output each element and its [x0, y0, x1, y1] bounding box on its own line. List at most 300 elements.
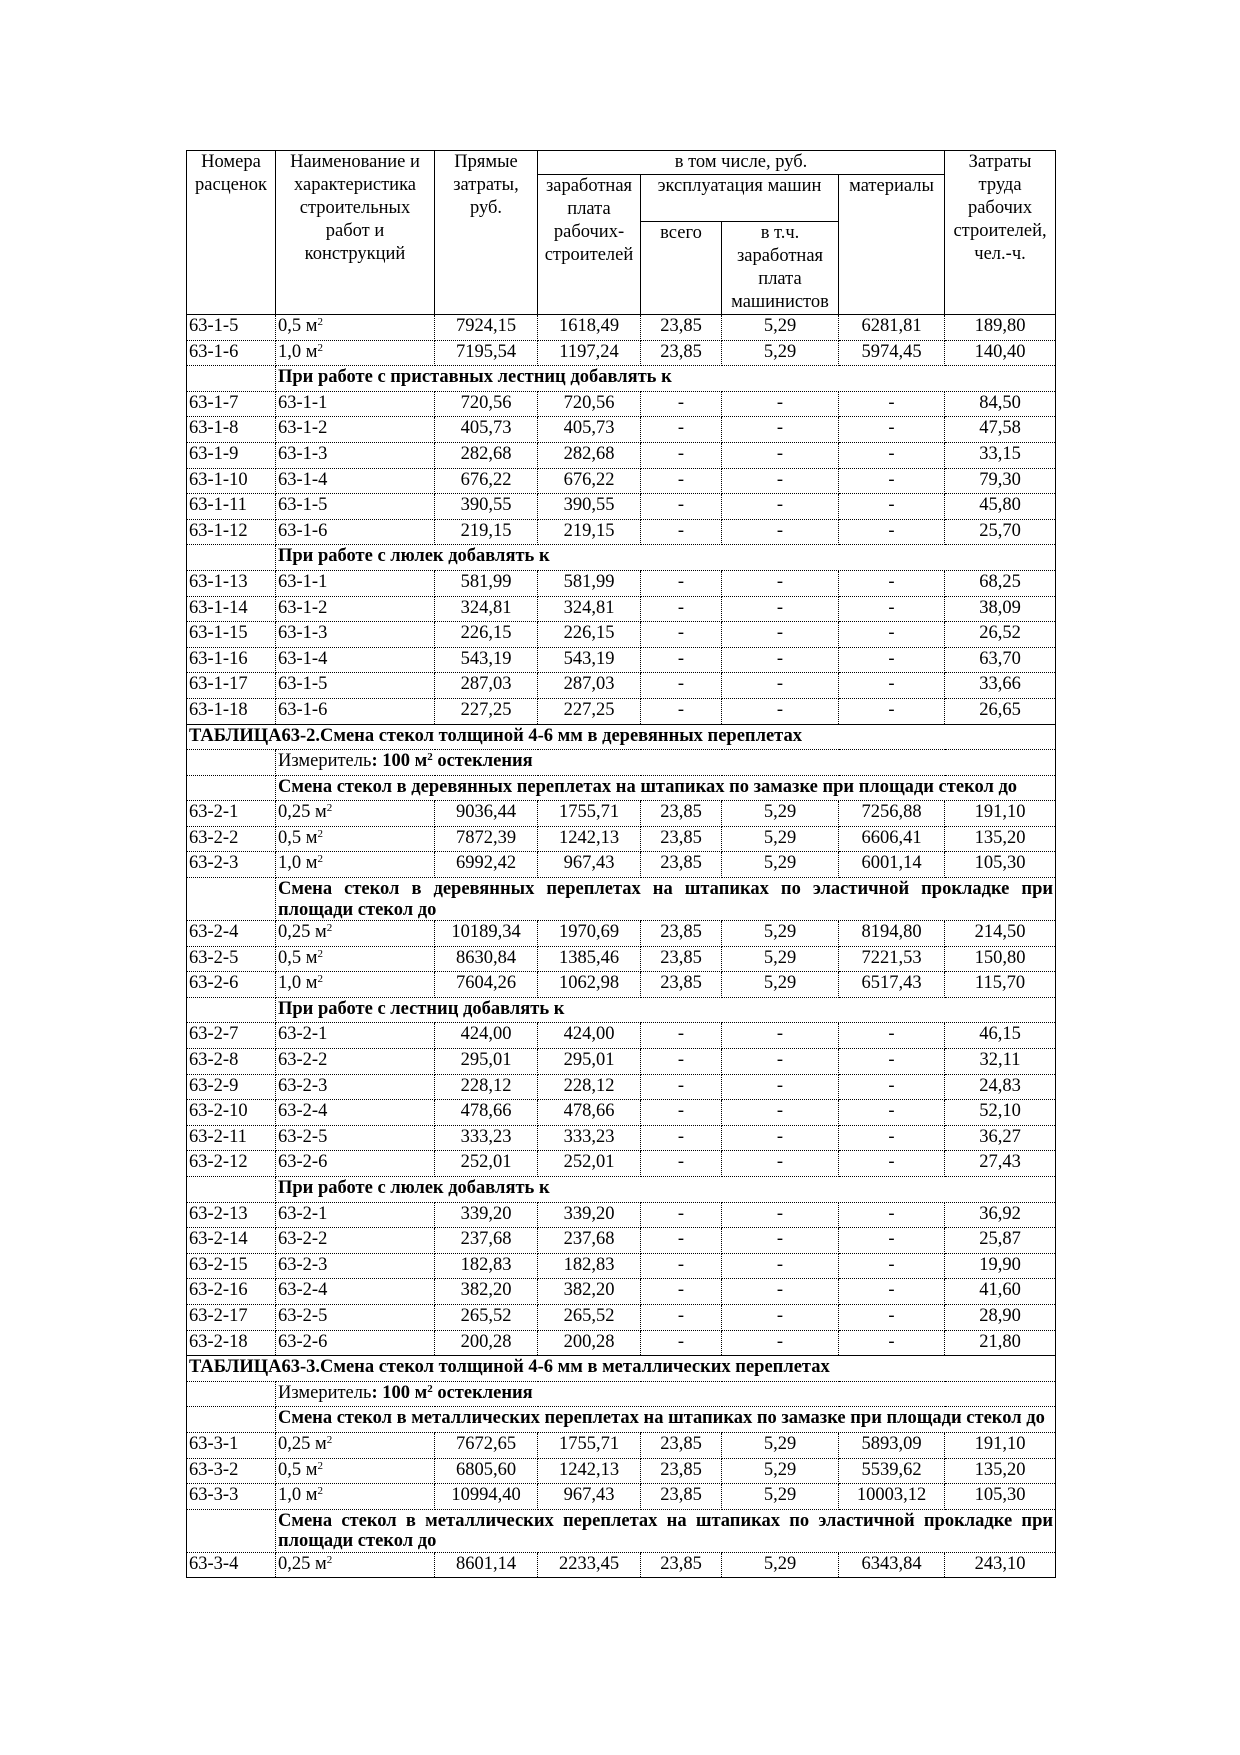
- wages: 200,28: [538, 1330, 641, 1356]
- item-name: 0,5 $м^2$: [276, 946, 435, 972]
- wages: 1618,49: [538, 315, 641, 341]
- wages: 543,19: [538, 647, 641, 673]
- materials: 7256,88: [839, 801, 945, 827]
- header-name: Наименование и характеристика строительных работ и конструкций: [276, 151, 435, 315]
- item-name: 63-1-1: [276, 570, 435, 596]
- table-row: [187, 1484, 1056, 1510]
- table-row: [187, 852, 1056, 878]
- machines-total: -: [641, 1330, 722, 1356]
- table-row: [187, 972, 1056, 998]
- rate-code: 63-2-15: [187, 1253, 276, 1279]
- labor-costs: 46,15: [945, 1023, 1056, 1049]
- item-name: 0,5 $м^2$: [276, 1458, 435, 1484]
- direct-costs: 282,68: [435, 442, 538, 468]
- direct-costs: 228,12: [435, 1074, 538, 1100]
- subsection-row: [187, 775, 1056, 801]
- direct-costs: 8630,84: [435, 946, 538, 972]
- header-labor: Затраты труда рабочих строителей, чел.-ч.: [945, 151, 1056, 315]
- item-name: 63-2-6: [276, 1330, 435, 1356]
- materials: -: [839, 519, 945, 545]
- direct-costs: 219,15: [435, 519, 538, 545]
- rate-code: 63-2-1: [187, 801, 276, 827]
- machines-wages: -: [722, 1279, 839, 1305]
- rate-code: 63-2-12: [187, 1151, 276, 1177]
- measure-label: Измеритель: [278, 751, 372, 772]
- direct-costs: 8601,14: [435, 1552, 538, 1578]
- rate-code: 63-2-17: [187, 1304, 276, 1330]
- machines-total: -: [641, 1279, 722, 1305]
- item-name: 0,25 $м^2$: [276, 921, 435, 947]
- empty-code-cell: [187, 878, 276, 921]
- wages: 581,99: [538, 570, 641, 596]
- rate-code: 63-1-11: [187, 494, 276, 520]
- labor-costs: 63,70: [945, 647, 1056, 673]
- header-materials: материалы: [839, 175, 945, 315]
- machines-total: -: [641, 1074, 722, 1100]
- materials: -: [839, 1049, 945, 1075]
- labor-costs: 68,25: [945, 570, 1056, 596]
- table-row: [187, 1228, 1056, 1254]
- subsection-text: При работе с люлек добавлять к: [276, 1177, 1056, 1203]
- machines-wages: -: [722, 468, 839, 494]
- item-name: 63-1-2: [276, 417, 435, 443]
- table-row: [187, 468, 1056, 494]
- machines-total: 23,85: [641, 972, 722, 998]
- rate-code: 63-2-6: [187, 972, 276, 998]
- machines-wages: -: [722, 442, 839, 468]
- machines-wages: 5,29: [722, 1458, 839, 1484]
- rate-code: 63-3-2: [187, 1458, 276, 1484]
- header-including: в том числе, руб.: [538, 151, 945, 175]
- labor-costs: 140,40: [945, 340, 1056, 366]
- subsection-text: Смена стекол в деревянных переплетах на штапиках по эластичной прокладке при площади стекол до: [276, 878, 1056, 921]
- machines-total: 23,85: [641, 852, 722, 878]
- direct-costs: 7195,54: [435, 340, 538, 366]
- direct-costs: 676,22: [435, 468, 538, 494]
- labor-costs: 36,92: [945, 1202, 1056, 1228]
- machines-total: -: [641, 391, 722, 417]
- machines-wages: -: [722, 1253, 839, 1279]
- item-name: 1,0 $м^2$: [276, 340, 435, 366]
- item-name: 63-2-3: [276, 1253, 435, 1279]
- machines-total: -: [641, 596, 722, 622]
- machines-total: 23,85: [641, 1484, 722, 1510]
- machines-wages: -: [722, 1100, 839, 1126]
- subsection-text: При работе с люлек добавлять к: [276, 545, 1056, 571]
- direct-costs: 543,19: [435, 647, 538, 673]
- direct-costs: 478,66: [435, 1100, 538, 1126]
- labor-costs: 191,10: [945, 801, 1056, 827]
- measure-value: : 100 $м^2$ остекления: [371, 1382, 533, 1403]
- item-name: 63-1-2: [276, 596, 435, 622]
- machines-wages: -: [722, 673, 839, 699]
- machines-total: 23,85: [641, 801, 722, 827]
- table-row: [187, 340, 1056, 366]
- direct-costs: 200,28: [435, 1330, 538, 1356]
- item-name: 63-1-4: [276, 647, 435, 673]
- direct-costs: 295,01: [435, 1049, 538, 1075]
- direct-costs: 6805,60: [435, 1458, 538, 1484]
- machines-wages: 5,29: [722, 1484, 839, 1510]
- item-name: 63-2-1: [276, 1202, 435, 1228]
- table-row: [187, 596, 1056, 622]
- direct-costs: 424,00: [435, 1023, 538, 1049]
- table-row: [187, 519, 1056, 545]
- direct-costs: 182,83: [435, 1253, 538, 1279]
- table-row: [187, 1432, 1056, 1458]
- direct-costs: 227,25: [435, 698, 538, 724]
- direct-costs: 390,55: [435, 494, 538, 520]
- machines-wages: -: [722, 570, 839, 596]
- labor-costs: 25,87: [945, 1228, 1056, 1254]
- rate-code: 63-1-17: [187, 673, 276, 699]
- labor-costs: 105,30: [945, 1484, 1056, 1510]
- materials: -: [839, 1074, 945, 1100]
- subsection-text: Смена стекол в деревянных переплетах на штапиках по замазке при площади стекол до: [276, 775, 1056, 801]
- item-name: 63-2-2: [276, 1049, 435, 1075]
- materials: -: [839, 1023, 945, 1049]
- labor-costs: 36,27: [945, 1125, 1056, 1151]
- item-name: 63-1-4: [276, 468, 435, 494]
- item-name: 63-2-5: [276, 1304, 435, 1330]
- wages: 424,00: [538, 1023, 641, 1049]
- direct-costs: 333,23: [435, 1125, 538, 1151]
- machines-wages: -: [722, 1023, 839, 1049]
- labor-costs: 28,90: [945, 1304, 1056, 1330]
- header-machines-wages: в т.ч. заработная плата машинистов: [722, 222, 839, 315]
- machines-total: -: [641, 519, 722, 545]
- rate-code: 63-2-3: [187, 852, 276, 878]
- materials: 6606,41: [839, 826, 945, 852]
- section-title-text: ТАБЛИЦА63-2.Смена стекол толщиной 4-6 мм в деревянных переплетах: [187, 724, 1056, 750]
- labor-costs: 105,30: [945, 852, 1056, 878]
- machines-total: -: [641, 494, 722, 520]
- labor-costs: 214,50: [945, 921, 1056, 947]
- machines-total: -: [641, 570, 722, 596]
- subsection-row: [187, 1177, 1056, 1203]
- materials: 8194,80: [839, 921, 945, 947]
- table-row: [187, 1253, 1056, 1279]
- machines-wages: -: [722, 698, 839, 724]
- machines-total: 23,85: [641, 1552, 722, 1578]
- wages: 1197,24: [538, 340, 641, 366]
- labor-costs: 45,80: [945, 494, 1056, 520]
- measure-label: Измеритель: [278, 1382, 372, 1403]
- labor-costs: 135,20: [945, 826, 1056, 852]
- labor-costs: 243,10: [945, 1552, 1056, 1578]
- rate-code: 63-1-5: [187, 315, 276, 341]
- empty-code-cell: [187, 1407, 276, 1433]
- wages: 478,66: [538, 1100, 641, 1126]
- wages: 967,43: [538, 852, 641, 878]
- machines-total: -: [641, 647, 722, 673]
- machines-total: 23,85: [641, 1458, 722, 1484]
- table-row: [187, 673, 1056, 699]
- rate-code: 63-1-15: [187, 622, 276, 648]
- materials: 6281,81: [839, 315, 945, 341]
- subsection-text: Смена стекол в металлических переплетах на штапиках по замазке при площади стекол до: [276, 1407, 1056, 1433]
- direct-costs: 339,20: [435, 1202, 538, 1228]
- rate-code: 63-1-16: [187, 647, 276, 673]
- materials: -: [839, 468, 945, 494]
- direct-costs: 7872,39: [435, 826, 538, 852]
- rate-code: 63-1-13: [187, 570, 276, 596]
- direct-costs: 720,56: [435, 391, 538, 417]
- labor-costs: 52,10: [945, 1100, 1056, 1126]
- rate-code: 63-1-12: [187, 519, 276, 545]
- rate-code: 63-2-14: [187, 1228, 276, 1254]
- wages: 967,43: [538, 1484, 641, 1510]
- table-row: [187, 494, 1056, 520]
- table-row: [187, 570, 1056, 596]
- machines-total: 23,85: [641, 340, 722, 366]
- machines-wages: 5,29: [722, 852, 839, 878]
- machines-wages: 5,29: [722, 801, 839, 827]
- direct-costs: 382,20: [435, 1279, 538, 1305]
- wages: 382,20: [538, 1279, 641, 1305]
- machines-wages: -: [722, 1125, 839, 1151]
- item-name: 63-1-6: [276, 698, 435, 724]
- direct-costs: 9036,44: [435, 801, 538, 827]
- labor-costs: 41,60: [945, 1279, 1056, 1305]
- wages: 339,20: [538, 1202, 641, 1228]
- rate-code: 63-3-4: [187, 1552, 276, 1578]
- direct-costs: 226,15: [435, 622, 538, 648]
- rate-code: 63-2-5: [187, 946, 276, 972]
- empty-code-cell: [187, 750, 276, 776]
- machines-wages: -: [722, 596, 839, 622]
- rate-code: 63-2-2: [187, 826, 276, 852]
- table-row: [187, 1151, 1056, 1177]
- table-row: [187, 1100, 1056, 1126]
- machines-total: -: [641, 468, 722, 494]
- machines-total: -: [641, 1023, 722, 1049]
- item-name: 0,25 $м^2$: [276, 1552, 435, 1578]
- machines-total: -: [641, 1049, 722, 1075]
- machines-total: -: [641, 1125, 722, 1151]
- rate-code: 63-2-18: [187, 1330, 276, 1356]
- materials: -: [839, 1279, 945, 1305]
- wages: 219,15: [538, 519, 641, 545]
- measure-text: [276, 750, 1056, 776]
- direct-costs: 265,52: [435, 1304, 538, 1330]
- wages: 1385,46: [538, 946, 641, 972]
- document-page: [186, 150, 1055, 1578]
- rate-code: 63-2-13: [187, 1202, 276, 1228]
- table-row: [187, 315, 1056, 341]
- rate-code: 63-2-11: [187, 1125, 276, 1151]
- item-name: 63-1-5: [276, 494, 435, 520]
- subsection-text: При работе с приставных лестниц добавлять к: [276, 366, 1056, 392]
- table-row: [187, 1552, 1056, 1578]
- machines-wages: 5,29: [722, 315, 839, 341]
- rate-code: 63-1-6: [187, 340, 276, 366]
- labor-costs: 26,65: [945, 698, 1056, 724]
- machines-wages: -: [722, 1330, 839, 1356]
- wages: 1755,71: [538, 1432, 641, 1458]
- machines-wages: 5,29: [722, 921, 839, 947]
- materials: 6343,84: [839, 1552, 945, 1578]
- labor-costs: 33,66: [945, 673, 1056, 699]
- materials: -: [839, 1253, 945, 1279]
- item-name: 63-2-1: [276, 1023, 435, 1049]
- direct-costs: 252,01: [435, 1151, 538, 1177]
- labor-costs: 25,70: [945, 519, 1056, 545]
- labor-costs: 19,90: [945, 1253, 1056, 1279]
- machines-total: -: [641, 622, 722, 648]
- direct-costs: 10994,40: [435, 1484, 538, 1510]
- materials: -: [839, 570, 945, 596]
- table-row: [187, 801, 1056, 827]
- item-name: 63-1-3: [276, 622, 435, 648]
- table-row: [187, 698, 1056, 724]
- header-machines: эксплуатация машин: [641, 175, 839, 222]
- header-wages: заработная плата рабочих-строителей: [538, 175, 641, 315]
- machines-wages: -: [722, 1074, 839, 1100]
- item-name: 63-2-5: [276, 1125, 435, 1151]
- machines-total: -: [641, 1304, 722, 1330]
- materials: 10003,12: [839, 1484, 945, 1510]
- materials: 6517,43: [839, 972, 945, 998]
- materials: 5539,62: [839, 1458, 945, 1484]
- machines-wages: -: [722, 622, 839, 648]
- subsection-text: При работе с лестниц добавлять к: [276, 997, 1056, 1023]
- materials: -: [839, 1151, 945, 1177]
- item-name: 0,25 $м^2$: [276, 1432, 435, 1458]
- rate-code: 63-2-10: [187, 1100, 276, 1126]
- machines-total: 23,85: [641, 315, 722, 341]
- materials: -: [839, 1100, 945, 1126]
- materials: 7221,53: [839, 946, 945, 972]
- wages: 228,12: [538, 1074, 641, 1100]
- wages: 182,83: [538, 1253, 641, 1279]
- table-header: [187, 151, 1056, 315]
- rate-code: 63-2-9: [187, 1074, 276, 1100]
- item-name: 1,0 $м^2$: [276, 852, 435, 878]
- wages: 287,03: [538, 673, 641, 699]
- table-row: [187, 921, 1056, 947]
- item-name: 1,0 $м^2$: [276, 1484, 435, 1510]
- labor-costs: 191,10: [945, 1432, 1056, 1458]
- empty-code-cell: [187, 997, 276, 1023]
- subsection-row: [187, 545, 1056, 571]
- rate-code: 63-2-8: [187, 1049, 276, 1075]
- table-row: [187, 391, 1056, 417]
- materials: 5974,45: [839, 340, 945, 366]
- machines-wages: -: [722, 1228, 839, 1254]
- subsection-row: [187, 366, 1056, 392]
- machines-wages: -: [722, 1202, 839, 1228]
- materials: -: [839, 647, 945, 673]
- table-row: [187, 622, 1056, 648]
- wages: 1062,98: [538, 972, 641, 998]
- table-row: [187, 1023, 1056, 1049]
- table-row: [187, 1202, 1056, 1228]
- machines-total: -: [641, 1202, 722, 1228]
- table-row: [187, 1279, 1056, 1305]
- machines-wages: -: [722, 494, 839, 520]
- wages: 295,01: [538, 1049, 641, 1075]
- machines-total: -: [641, 1151, 722, 1177]
- empty-code-cell: [187, 366, 276, 392]
- materials: -: [839, 1125, 945, 1151]
- wages: 324,81: [538, 596, 641, 622]
- materials: -: [839, 622, 945, 648]
- wages: 227,25: [538, 698, 641, 724]
- wages: 720,56: [538, 391, 641, 417]
- materials: -: [839, 698, 945, 724]
- item-name: 0,25 $м^2$: [276, 801, 435, 827]
- direct-costs: 324,81: [435, 596, 538, 622]
- materials: 6001,14: [839, 852, 945, 878]
- labor-costs: 79,30: [945, 468, 1056, 494]
- rate-code: 63-2-4: [187, 921, 276, 947]
- rate-code: 63-1-14: [187, 596, 276, 622]
- item-name: 63-2-4: [276, 1279, 435, 1305]
- materials: -: [839, 1202, 945, 1228]
- direct-costs: 10189,34: [435, 921, 538, 947]
- materials: -: [839, 494, 945, 520]
- section-title: [187, 1356, 1056, 1382]
- subsection-row: [187, 878, 1056, 921]
- materials: -: [839, 596, 945, 622]
- empty-code-cell: [187, 775, 276, 801]
- subsection-row: [187, 1509, 1056, 1552]
- measure-row: [187, 1381, 1056, 1407]
- table-row: [187, 647, 1056, 673]
- machines-wages: 5,29: [722, 826, 839, 852]
- machines-total: -: [641, 1253, 722, 1279]
- table-body: [187, 315, 1056, 1578]
- labor-costs: 135,20: [945, 1458, 1056, 1484]
- table-row: [187, 826, 1056, 852]
- rate-code: 63-1-9: [187, 442, 276, 468]
- direct-costs: 7672,65: [435, 1432, 538, 1458]
- measure-row: [187, 750, 1056, 776]
- materials: -: [839, 417, 945, 443]
- labor-costs: 38,09: [945, 596, 1056, 622]
- labor-costs: 32,11: [945, 1049, 1056, 1075]
- table-row: [187, 1049, 1056, 1075]
- wages: 390,55: [538, 494, 641, 520]
- empty-code-cell: [187, 1509, 276, 1552]
- wages: 226,15: [538, 622, 641, 648]
- section-title-text: ТАБЛИЦА63-3.Смена стекол толщиной 4-6 мм в металлических переплетах: [187, 1356, 1056, 1382]
- labor-costs: 189,80: [945, 315, 1056, 341]
- direct-costs: 237,68: [435, 1228, 538, 1254]
- header-direct-costs: Прямые затраты, руб.: [435, 151, 538, 315]
- labor-costs: 24,83: [945, 1074, 1056, 1100]
- item-name: 0,5 $м^2$: [276, 826, 435, 852]
- table-row: [187, 417, 1056, 443]
- subsection-text: Смена стекол в металлических переплетах на штапиках по эластичной прокладке при площади стекол до: [276, 1509, 1056, 1552]
- materials: -: [839, 391, 945, 417]
- table-row: [187, 1125, 1056, 1151]
- table-row: [187, 1304, 1056, 1330]
- rate-code: 63-3-1: [187, 1432, 276, 1458]
- machines-wages: 5,29: [722, 340, 839, 366]
- direct-costs: 405,73: [435, 417, 538, 443]
- item-name: 63-2-4: [276, 1100, 435, 1126]
- rate-code: 63-1-7: [187, 391, 276, 417]
- rate-code: 63-1-8: [187, 417, 276, 443]
- materials: 5893,09: [839, 1432, 945, 1458]
- labor-costs: 47,58: [945, 417, 1056, 443]
- wages: 282,68: [538, 442, 641, 468]
- item-name: 1,0 $м^2$: [276, 972, 435, 998]
- machines-total: 23,85: [641, 826, 722, 852]
- machines-wages: -: [722, 417, 839, 443]
